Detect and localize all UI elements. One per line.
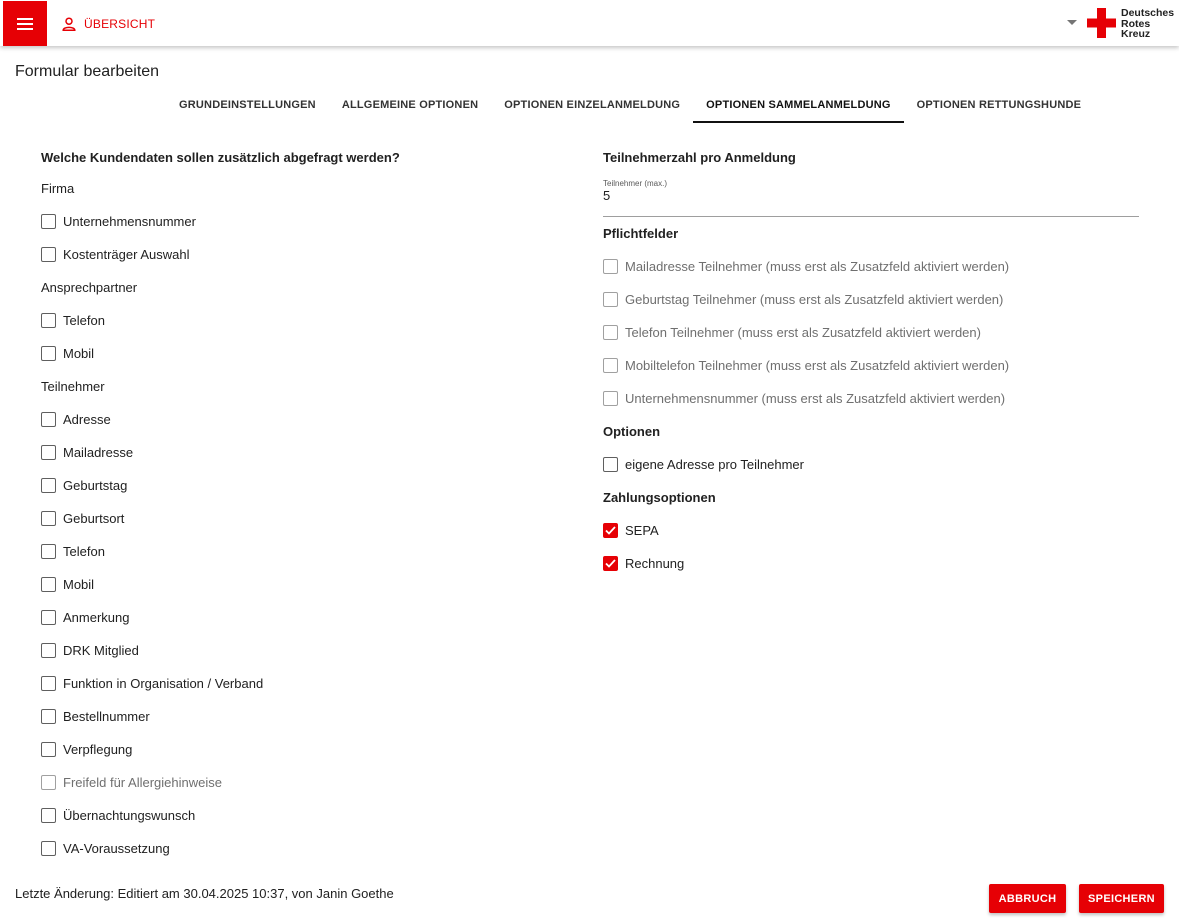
checkbox-teilnehmer-mobil[interactable] (41, 568, 561, 601)
checkbox-empty-icon[interactable] (41, 445, 56, 460)
checkbox-empty-icon[interactable] (41, 247, 56, 262)
last-change-info: Letzte Änderung: Editiert am 30.04.2025 10:37, von Janin Goethe (15, 886, 394, 901)
checkbox-label: Geburtsort (63, 511, 125, 526)
menu-button[interactable] (3, 1, 47, 46)
section-heading-zahlungsoptionen: Zahlungsoptionen (603, 490, 716, 505)
checkbox-empty-icon[interactable] (41, 709, 56, 724)
max-participants-input[interactable] (603, 176, 1139, 217)
checkbox-teilnehmer-drk-mitglied[interactable] (41, 634, 561, 667)
checkbox-label: eigene Adresse pro Teilnehmer (625, 457, 804, 472)
checkbox-empty-icon (603, 259, 618, 274)
checkbox-label: Mailadresse Teilnehmer (muss erst als Zusatzfeld aktiviert werden) (625, 259, 1010, 274)
customer-data-column (41, 143, 561, 865)
group-label-firma: Firma (41, 181, 75, 196)
checkbox-pflichtfelder-4 (603, 382, 1139, 415)
checkbox-teilnehmer-telefon[interactable] (41, 535, 561, 568)
checkbox-label: Verpflegung (63, 742, 133, 757)
checkbox-empty-icon[interactable] (41, 214, 56, 229)
checkbox-label: Telefon (63, 544, 105, 559)
participants-heading: Teilnehmerzahl pro Anmeldung (603, 150, 796, 165)
checkbox-label: Telefon (63, 313, 105, 328)
checkbox-label: Geburtstag Teilnehmer (muss erst als Zusatzfeld aktiviert werden) (625, 292, 1004, 307)
drk-logo (1087, 8, 1174, 40)
checkbox-empty-icon[interactable] (41, 610, 56, 625)
tab-optionen-sammelanmeldung[interactable]: OPTIONEN SAMMELANMELDUNG (693, 86, 903, 123)
checkbox-label: Mobil (63, 577, 95, 592)
checkbox-label: Telefon Teilnehmer (muss erst als Zusatzfeld aktiviert werden) (625, 325, 981, 340)
checkbox-teilnehmer-verpflegung[interactable] (41, 733, 561, 766)
max-participants-value[interactable]: 5 (603, 188, 611, 203)
checkbox-empty-icon[interactable] (603, 457, 618, 472)
customer-data-heading: Welche Kundendaten sollen zusätzlich abgefragt werden? (41, 150, 400, 165)
checkbox-label: Mailadresse (63, 445, 134, 460)
tab-optionen-einzelanmeldung[interactable]: OPTIONEN EINZELANMELDUNG (504, 98, 681, 111)
checkbox-label: Adresse (63, 412, 111, 427)
checkbox-label: SEPA (625, 523, 659, 538)
options-column (603, 143, 1139, 580)
checkbox-pflichtfelder-2 (603, 316, 1139, 349)
max-participants-label: Teilnehmer (max.) (603, 179, 668, 188)
cancel-button[interactable]: ABBRUCH (989, 884, 1066, 913)
checkbox-empty-icon[interactable] (41, 412, 56, 427)
overview-nav-label: ÜBERSICHT (84, 17, 156, 31)
checkbox-empty-icon[interactable] (41, 511, 56, 526)
logo-line-3: Kreuz (1121, 28, 1151, 40)
checkbox-empty-icon (603, 325, 618, 340)
checkbox-label: DRK Mitglied (63, 643, 139, 658)
section-heading-pflichtfelder: Pflichtfelder (603, 226, 679, 241)
checkbox-teilnehmer-ubernachtungswunsch[interactable] (41, 799, 561, 832)
checkbox-zahlungsoptionen-1[interactable] (603, 547, 1139, 580)
overview-nav-link[interactable] (62, 16, 155, 32)
top-app-bar (0, 0, 1179, 46)
section-heading-optionen: Optionen (603, 424, 661, 439)
checkbox-label: Funktion in Organisation / Verband (63, 676, 264, 691)
checkbox-label: Kostenträger Auswahl (63, 247, 190, 262)
checkbox-empty-icon (603, 358, 618, 373)
checkbox-label: Unternehmensnummer (63, 214, 196, 229)
hamburger-menu-icon (17, 18, 33, 30)
checkbox-teilnehmer-freifeld-fur-allergiehinweise (41, 766, 561, 799)
checkbox-teilnehmer-mailadresse[interactable] (41, 436, 561, 469)
checkbox-label: Unternehmensnummer (muss erst als Zusatzfeld aktiviert werden) (625, 391, 1006, 406)
checkmark-icon (605, 526, 616, 535)
checkbox-label: Mobiltelefon Teilnehmer (muss erst als Zusatzfeld aktiviert werden) (625, 358, 1010, 373)
red-cross-icon (1087, 8, 1116, 38)
page-title: Formular bearbeiten (15, 63, 160, 80)
checkbox-teilnehmer-anmerkung[interactable] (41, 601, 561, 634)
checkbox-empty-icon[interactable] (41, 643, 56, 658)
checkbox-teilnehmer-geburtstag[interactable] (41, 469, 561, 502)
checkbox-teilnehmer-va-voraussetzung[interactable] (41, 832, 561, 865)
checkbox-firma-unternehmensnummer[interactable] (41, 205, 561, 238)
logo-line-1: Deutsches (1121, 7, 1175, 19)
checkbox-empty-icon[interactable] (41, 742, 56, 757)
checkbox-label: Bestellnummer (63, 709, 150, 724)
checkbox-pflichtfelder-0 (603, 250, 1139, 283)
checkbox-checked-icon[interactable] (603, 556, 618, 571)
checkbox-empty-icon[interactable] (41, 313, 56, 328)
checkbox-empty-icon[interactable] (41, 544, 56, 559)
checkbox-teilnehmer-adresse[interactable] (41, 403, 561, 436)
person-icon (62, 17, 76, 31)
group-label-ansprechpartner: Ansprechpartner (41, 280, 138, 295)
logo-line-2: Rotes (1121, 17, 1151, 30)
account-dropdown-caret-icon[interactable] (1067, 20, 1077, 25)
logo-text (1121, 8, 1174, 40)
checkbox-label: Mobil (63, 346, 95, 361)
save-button[interactable]: SPEICHERN (1079, 884, 1164, 913)
group-label-teilnehmer: Teilnehmer (41, 379, 105, 394)
checkbox-label: Geburtstag (63, 478, 128, 493)
checkbox-empty-icon[interactable] (41, 841, 56, 856)
checkbox-empty-icon[interactable] (41, 478, 56, 493)
checkbox-pflichtfelder-1 (603, 283, 1139, 316)
checkbox-label: Rechnung (625, 556, 685, 571)
checkbox-label: Freifeld für Allergiehinweise (63, 775, 222, 790)
checkbox-ansprechpartner-telefon[interactable] (41, 304, 561, 337)
checkbox-checked-icon[interactable] (603, 523, 618, 538)
checkbox-teilnehmer-bestellnummer[interactable] (41, 700, 561, 733)
tab-grundeinstellungen[interactable]: GRUNDEINSTELLUNGEN (179, 98, 316, 111)
checkmark-icon (605, 559, 616, 568)
checkbox-teilnehmer-geburtsort[interactable] (41, 502, 561, 535)
checkbox-empty-icon[interactable] (41, 346, 56, 361)
checkbox-label: VA-Voraussetzung (63, 841, 170, 856)
checkbox-label: Anmerkung (63, 610, 130, 625)
checkbox-pflichtfelder-3 (603, 349, 1139, 382)
checkbox-firma-kostentrager-auswahl[interactable] (41, 238, 561, 271)
checkbox-empty-icon (603, 292, 618, 307)
checkbox-empty-icon[interactable] (41, 676, 56, 691)
checkbox-zahlungsoptionen-0[interactable] (603, 514, 1139, 547)
checkbox-optionen-0[interactable] (603, 448, 1139, 481)
tab-allgemeine-optionen[interactable]: ALLGEMEINE OPTIONEN (341, 98, 479, 111)
tab-optionen-rettungshunde[interactable]: OPTIONEN RETTUNGSHUNDE (916, 98, 1082, 111)
checkbox-ansprechpartner-mobil[interactable] (41, 337, 561, 370)
checkbox-teilnehmer-funktion-in-organisation-verband[interactable] (41, 667, 561, 700)
checkbox-empty-icon[interactable] (41, 577, 56, 592)
checkbox-empty-icon[interactable] (41, 808, 56, 823)
tab-bar (166, 86, 1094, 123)
checkbox-empty-icon (603, 391, 618, 406)
checkbox-label: Übernachtungswunsch (63, 808, 196, 823)
checkbox-empty-icon (41, 775, 56, 790)
